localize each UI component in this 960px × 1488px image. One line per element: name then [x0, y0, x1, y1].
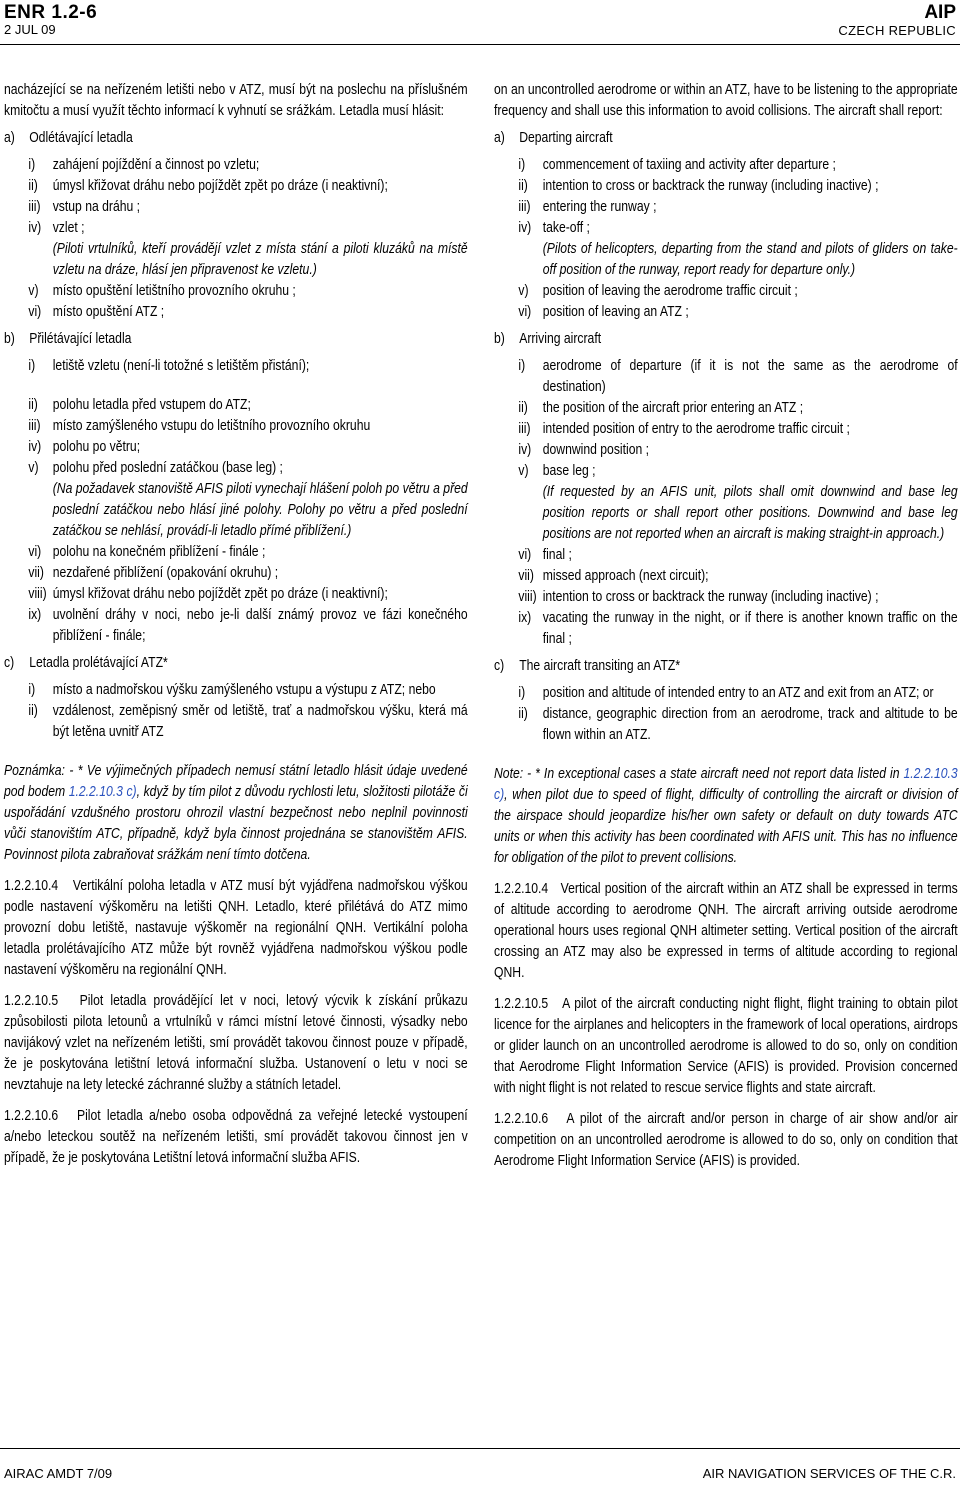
list-item: i) aerodrome of departure (if it is not the same as the aerodrome of destination) — [518, 358, 958, 395]
list-item: i) letiště vzletu (není-li totožné s letištěm přistání); — [28, 358, 310, 374]
list-item: vi) polohu na konečném přiblížení - finále ; — [28, 544, 266, 560]
list-item: iv) downwind position ; — [518, 442, 650, 458]
asterisk-note: Note: - * In exceptional cases a state aircraft need not report data listed in 1.2.2.10.3 c), when pilot due to speed of flight, difficulty of controlling the aircraft or division of the airspace should jeopardize his/her own safety or default on duty towards ATC units or when this activity has been coordinated with AFIS unit. This has no influence for obligation of the pilot to prevent collisions. — [494, 766, 958, 866]
section-a-heading: a) Departing aircraft — [494, 130, 613, 146]
list-item: iv) take-off ; — [518, 220, 590, 236]
list-item: viii) intention to cross or backtrack the runway (including inactive) ; — [518, 589, 879, 605]
list-item: iii) entering the runway ; — [518, 199, 657, 215]
czech-column — [4, 80, 468, 1169]
list-item: vii) missed approach (next circuit); — [518, 568, 709, 584]
english-column — [494, 80, 958, 1172]
section-a-note: (Pilots of helicopters, departing from the stand and pilots of gliders on take-off position of the runway, report ready for departure only.) — [542, 241, 958, 278]
section-b-note: (Na požadavek stanoviště AFIS piloti vynechají hlášení poloh po větru a před poslední zatáčkou nebo hlásí jiné polohy. Polohy po větru a před poslední zatáčkou se nehlásí, provádí-li letadlo přímé přiblížení.) — [52, 481, 468, 539]
list-item: ii) úmysl křižovat dráhu nebo pojíždět zpět po dráze (i neaktivní); — [28, 178, 388, 194]
list-item: ii) distance, geographic direction from an aerodrome, track and altitude to be flown within an ATZ. — [518, 706, 958, 743]
list-item: ii) polohu letadla před vstupem do ATZ; — [28, 397, 251, 413]
paragraph-1-2-2-10-4: 1.2.2.10.4 Vertical position of the aircraft within an ATZ shall be expressed in terms of altitude according to aerodrome QNH. The aircraft arriving outside aerodrome operational hours uses regional QNH altimeter setting. Vertical position of the aircraft crossing an ATZ may also be expressed in terms of altitude according to regional QNH. — [494, 881, 958, 981]
page-date: 2 JUL 09 — [4, 22, 56, 37]
publisher-name: AIR NAVIGATION SERVICES OF THE C.R. — [702, 1466, 956, 1481]
list-item: ix) vacating the runway in the night, or if there is another known traffic on the final ; — [518, 610, 958, 647]
list-item: v) místo opuštění letištního provozního okruhu ; — [28, 283, 296, 299]
list-item: v) position of leaving the aerodrome traffic circuit ; — [518, 283, 798, 299]
intro-paragraph: on an uncontrolled aerodrome or within an ATZ, have to be listening to the appropriate frequency and shall use this information to avoid collisions. The aircraft shall report: — [494, 82, 958, 119]
list-item: ii) intention to cross or backtrack the runway (including inactive) ; — [518, 178, 879, 194]
publication-title: AIP — [924, 2, 956, 23]
list-item: ii) the position of the aircraft prior entering an ATZ ; — [518, 400, 804, 416]
list-item: iii) intended position of entry to the aerodrome traffic circuit ; — [518, 421, 850, 437]
list-item: viii) úmysl křižovat dráhu nebo pojíždět zpět po dráze (i neaktivní); — [28, 586, 388, 602]
section-c-heading: c) Letadla prolétávající ATZ* — [4, 655, 168, 671]
section-a-note: (Piloti vrtulníků, kteří provádějí vzlet z místa stání a piloti kluzáků na místě vzletu na dráze, hlásí jen připravenost ke vzletu.) — [52, 241, 468, 278]
paragraph-1-2-2-10-5: 1.2.2.10.5 A pilot of the aircraft conducting night flight, flight training to obtain pilot licence for the airplanes and helicopters in the framework of local operations, airdrops or glider launch on an uncontrolled aerodrome is allowed to do so, only on condition that Aerodrome Flight Information Service (AFIS) is provided. Provision concerned with night flight is not related to rescue service flights and state aircraft. — [494, 996, 958, 1096]
section-code: ENR 1.2-6 — [4, 2, 98, 23]
list-item: iii) vstup na dráhu ; — [28, 199, 141, 215]
page-header — [0, 0, 960, 48]
asterisk-note: Poznámka: - * Ve výjimečných případech nemusí státní letadlo hlásit údaje uvedené pod bodem 1.2.2.10.3 c), když by tím pilot z důvodu rychlosti letu, složitosti pilotáže či uspořádání vzdušného prostoru ohrozil vlastní bezpečnost nebo neplnil povinnosti vůči stanovištím ATC, případně, když byla činnost projednána se stanovištěm AFIS. Povinnost pilota zabraňovat srážkám není tímto dotčena. — [4, 763, 468, 863]
paragraph-1-2-2-10-5: 1.2.2.10.5 Pilot letadla provádějící let v noci, letový výcvik k získání průkazu způsobilosti pilota letounů a vrtulníků v rámci místní letové činnosti, výsadky nebo navijákový vzlet na neřízeném letišti, smí provádět takovou činnost pouze v případě, že je poskytována letištní letová informační služba. Ustanovení o letu v noci se nevztahuje na lety letecké záchranné služby a státních letadel. — [4, 993, 468, 1093]
list-item: vi) position of leaving an ATZ ; — [518, 304, 689, 320]
section-b-heading: b) Arriving aircraft — [494, 331, 602, 347]
list-item: v) polohu před poslední zatáčkou (base leg) ; — [28, 460, 283, 476]
list-item: i) místo a nadmořskou výšku zamýšleného vstupu a výstupu z ATZ; nebo — [28, 682, 436, 698]
section-a-heading: a) Odlétávající letadla — [4, 130, 133, 146]
section-reference-link[interactable]: 1.2.2.10.3 c) — [494, 766, 958, 803]
section-b-heading: b) Přilétávající letadla — [4, 331, 132, 347]
section-reference-link[interactable]: 1.2.2.10.3 c) — [68, 784, 137, 800]
list-item: v) base leg ; — [518, 463, 596, 479]
paragraph-1-2-2-10-6: 1.2.2.10.6 Pilot letadla a/nebo osoba odpovědná za veřejné letecké vystoupení a/nebo leteckou soutěž na neřízeném letišti, smí provádět takovou činnost jen v případě, že je poskytována Letištní letová informační služba AFIS. — [4, 1108, 468, 1166]
amendment-reference: AIRAC AMDT 7/09 — [4, 1466, 113, 1481]
paragraph-1-2-2-10-6: 1.2.2.10.6 A pilot of the aircraft and/or person in charge of air show and/or air competition on an uncontrolled aerodrome is allowed to do so, only on condition that Aerodrome Flight Information Service (AFIS) is provided. — [494, 1111, 958, 1169]
list-item: iv) polohu po větru; — [28, 439, 141, 455]
list-item: vi) místo opuštění ATZ ; — [28, 304, 165, 320]
paragraph-1-2-2-10-4: 1.2.2.10.4 Vertikální poloha letadla v ATZ musí být vyjádřena nadmořskou výškou podle nastavení výškoměru na letišti QNH. Letadlo, které přilétává do ATZ mimo provozní dobu letiště, nastavuje výškoměr na regionální QNH. Vertikální poloha letadla prolétávajícího ATZ může být rovněž vyjádřena nadmořskou výškou podle nastavení výškoměru na regionální QNH. — [4, 878, 468, 978]
intro-paragraph: nacházející se na neřízeném letišti nebo v ATZ, musí být na poslechu na příslušném kmitočtu a musí využít těchto informací k vyhnutí se srážkám. Letadla musí hlásit: — [4, 82, 468, 119]
list-item: i) position and altitude of intended entry to an ATZ and exit from an ATZ; or — [518, 685, 934, 701]
list-item: vi) final ; — [518, 547, 572, 563]
list-item: i) zahájení pojíždění a činnost po vzletu; — [28, 157, 260, 173]
list-item: ix) uvolnění dráhy v noci, nebo je-li další známý provoz ve fázi konečného přiblížení - finále; — [28, 607, 468, 644]
section-c-heading: c) The aircraft transiting an ATZ* — [494, 658, 681, 674]
list-item: i) commencement of taxiing and activity after departure ; — [518, 157, 836, 173]
header-divider — [0, 44, 960, 45]
list-item: ii) vzdálenost, zeměpisný směr od letiště, trať a nadmořskou výšku, která má být letěna uvnitř ATZ — [28, 703, 468, 740]
list-item: vii) nezdařené přiblížení (opakování okruhu) ; — [28, 565, 279, 581]
section-b-note: (If requested by an AFIS unit, pilots shall omit downwind and base leg position reports or shall report other positions. Downwind and base leg positions are not reported when an aircraft is making straight-in approach.) — [542, 484, 958, 542]
publication-country: CZECH REPUBLIC — [838, 23, 956, 38]
list-item: iv) vzlet ; — [28, 220, 85, 236]
footer-divider — [0, 1448, 960, 1449]
list-item: iii) místo zamýšleného vstupu do letištního provozního okruhu — [28, 418, 371, 434]
